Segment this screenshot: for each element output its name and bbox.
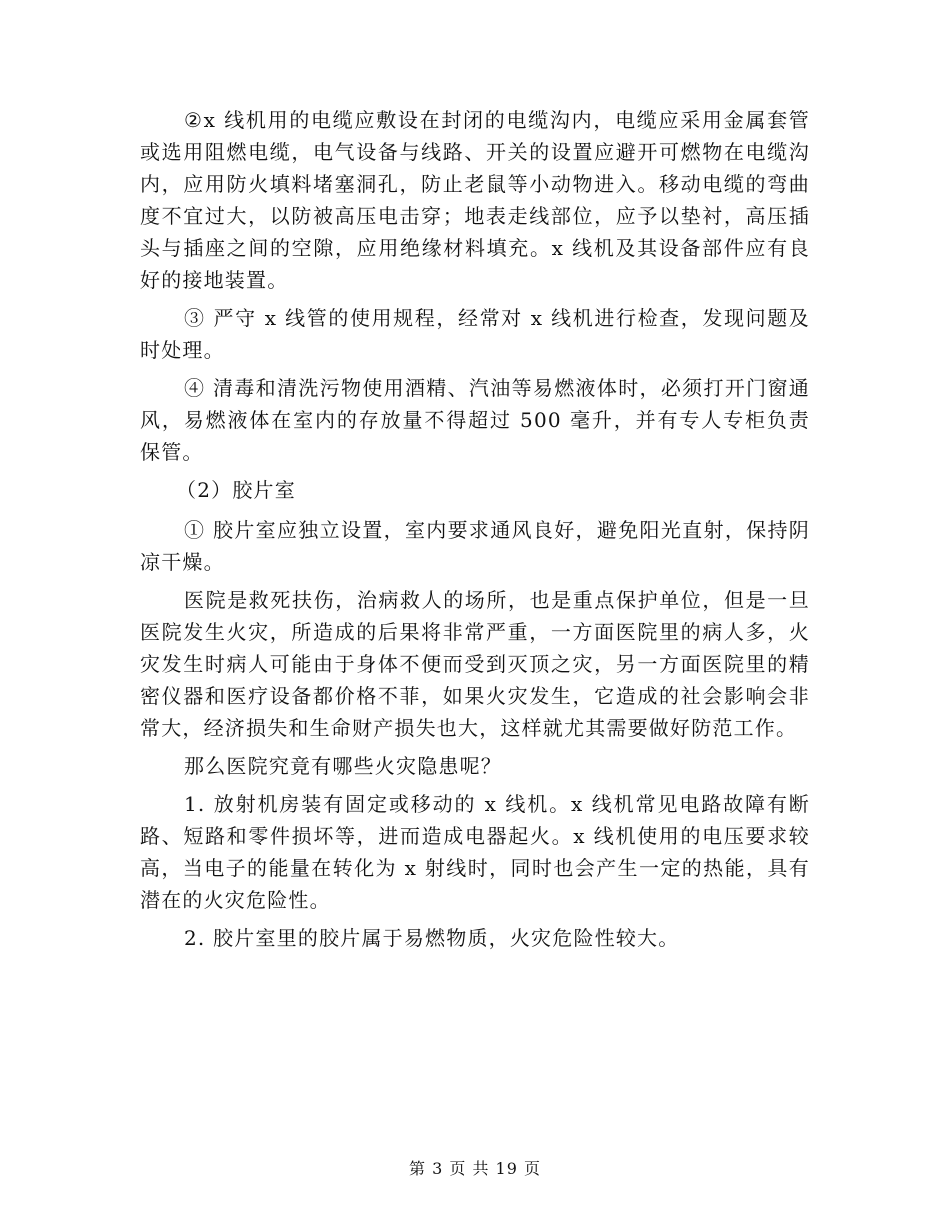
paragraph-hazard-1: 1. 放射机房装有固定或移动的 x 线机。x 线机常见电路故障有断路、短路和零件损坏等，进而造成电器起火。x 线机使用的电压要求较高，当电子的能量在转化为 x 射线时，同时也会产生一定的热能，具有潜在的火灾危险性。: [140, 792, 810, 912]
paragraph-flammable-liquids: ④ 清毒和清洗污物使用酒精、汽油等易燃液体时，必须打开门窗通风，易燃液体在室内的存放量不得超过 500 毫升，并有专人专柜负责保管。: [140, 376, 810, 464]
paragraph-cable-laying: ②x 线机用的电缆应敷设在封闭的电缆沟内，电缆应采用金属套管或选用阻燃电缆，电气设备与线路、开关的设置应避开可燃物在电缆沟内，应用防火填料堵塞洞孔，防止老鼠等小动物进入。移动电缆的弯曲度不宜过大，以防被高压电击穿；地表走线部位，应予以垫衬，高压插头与插座之间的空隙，应用绝缘材料填充。x 线机及其设备部件应有良好的接地装置。: [140, 108, 810, 292]
paragraph-film-room-setup: ① 胶片室应独立设置，室内要求通风良好，避免阳光直射，保持阴凉干燥。: [140, 518, 810, 574]
paragraph-hospital-importance: 医院是救死扶伤，治病救人的场所，也是重点保护单位，但是一旦医院发生火灾，所造成的后果将非常严重，一方面医院里的病人多，火灾发生时病人可能由于身体不便而受到灭顶之灾，另一方面医院里的精密仪器和医疗设备都价格不菲，如果火灾发生，它造成的社会影响会非常大，经济损失和生命财产损失也大，这样就尤其需要做好防范工作。: [140, 588, 810, 740]
paragraph-hazard-2: 2. 胶片室里的胶片属于易燃物质，火灾危险性较大。: [184, 926, 680, 950]
paragraph-question: 那么医院究竟有哪些火灾隐患呢？: [184, 754, 502, 778]
section-heading-film-room: （2）胶片室: [176, 478, 296, 502]
document-body: [140, 104, 810, 960]
paragraph-xray-tube-rules: ③ 严守 x 线管的使用规程，经常对 x 线机进行检查，发现问题及时处理。: [140, 306, 810, 362]
page-number-footer: 第 3 页 共 19 页: [409, 1159, 541, 1178]
